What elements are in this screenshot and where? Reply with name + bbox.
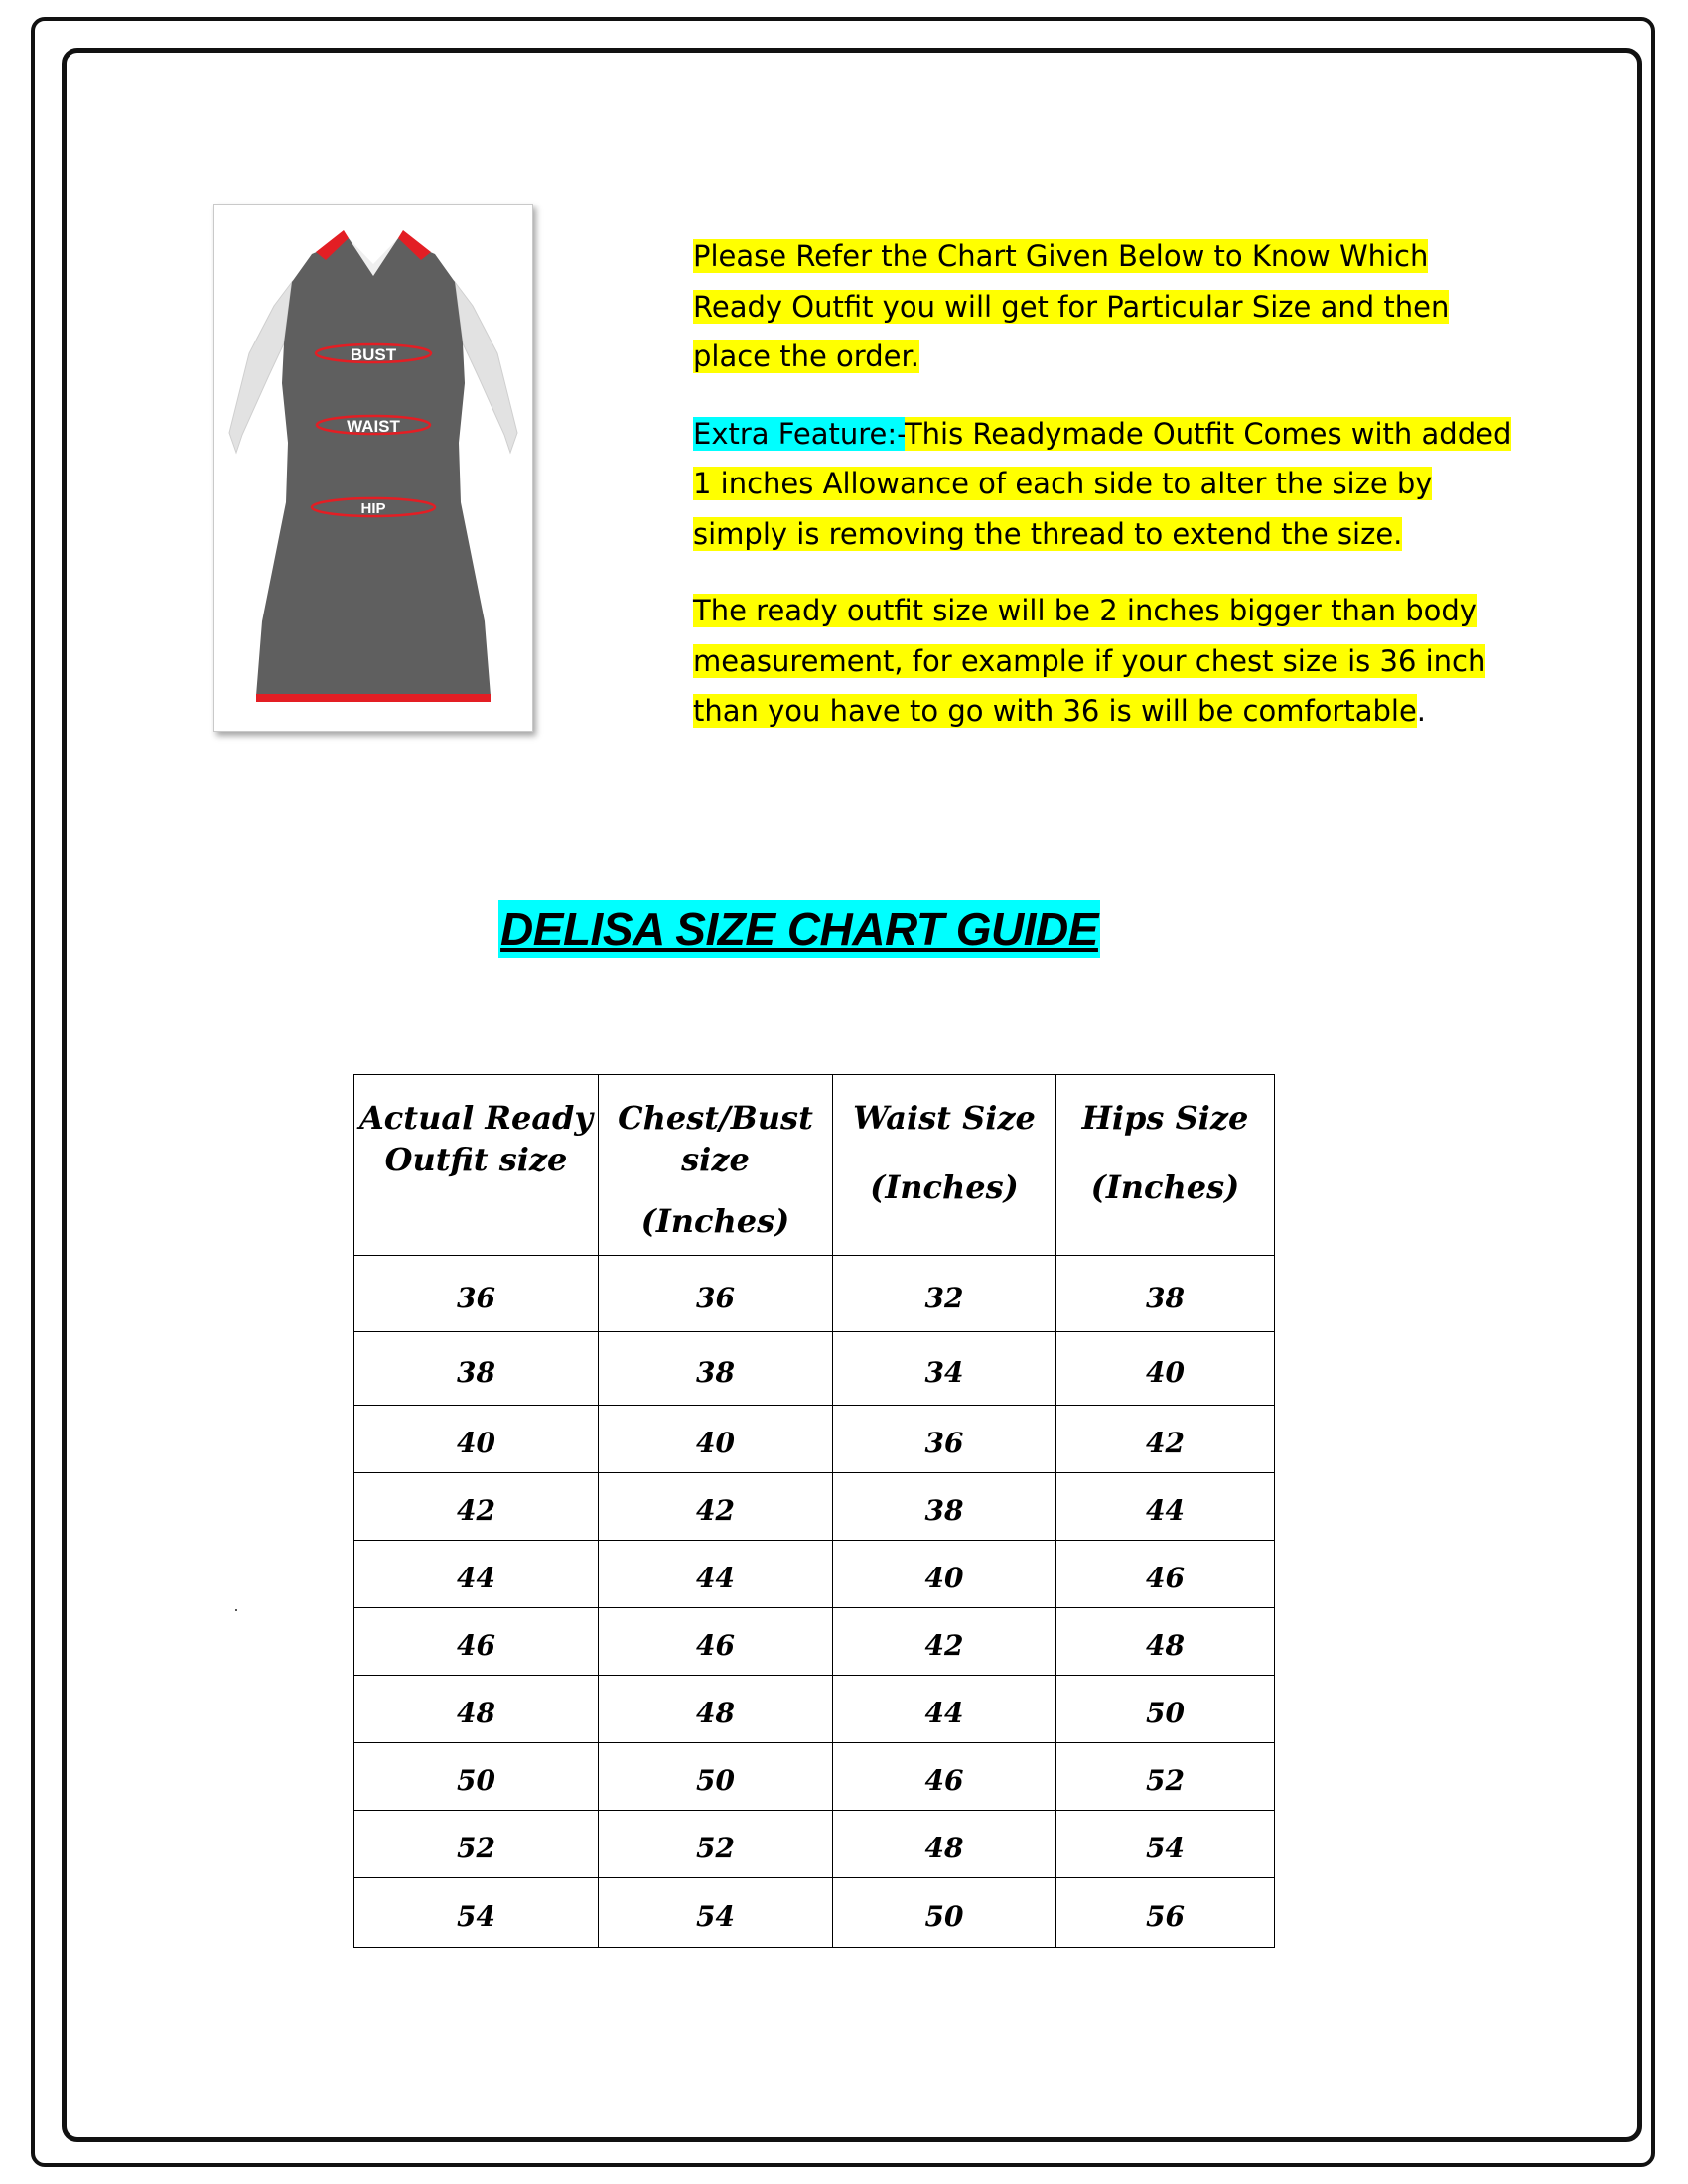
header-waist: Waist Size (Inches) (833, 1075, 1056, 1256)
table-row: 36 36 32 38 (354, 1256, 1275, 1332)
table-row: 42 42 38 44 (354, 1473, 1275, 1541)
hem-band (256, 694, 491, 702)
table-row: 50 50 46 52 (354, 1743, 1275, 1811)
right-sleeve (455, 282, 517, 453)
table-row: 38 38 34 40 (354, 1332, 1275, 1406)
bust-label: BUST (350, 345, 397, 364)
kurta-measurement-figure (213, 204, 533, 732)
table-row: 54 54 50 56 (354, 1878, 1275, 1948)
page-title: DELISA SIZE CHART GUIDE (498, 900, 1100, 958)
hip-label: HIP (360, 500, 386, 517)
header-actual-size: Actual Ready Outfit size (354, 1075, 599, 1256)
kurta-icon (214, 205, 532, 731)
extra-feature-label: Extra Feature:- (693, 416, 905, 451)
waist-label: WAIST (347, 417, 400, 436)
kurta-body (256, 238, 491, 696)
size-chart-table (353, 1074, 1275, 1948)
table-row: 44 44 40 46 (354, 1541, 1275, 1608)
instruction-paragraph-2: Extra Feature:-This Readymade Outfit Comes with added 1 inches Allowance of each side to alter the size by simply is removing the thread to extend the size. (693, 416, 1512, 551)
instruction-paragraph-1: Please Refer the Chart Given Below to Know Which Ready Outfit you will get for Particular Size and then place the order. (693, 239, 1450, 373)
instruction-paragraph-3: The ready outfit size will be 2 inches bigger than body measurement, for example if your chest size is 36 inch than you have to go with 36 is will be comfortable. (693, 594, 1486, 728)
table-row: 40 40 36 42 (354, 1406, 1275, 1473)
table-row: 52 52 48 54 (354, 1811, 1275, 1878)
header-hips: Hips Size (Inches) (1056, 1075, 1275, 1256)
title-container (0, 900, 1599, 958)
stray-dot (235, 1609, 237, 1611)
table-row: 48 48 44 50 (354, 1676, 1275, 1743)
table-row: 46 46 42 48 (354, 1608, 1275, 1676)
instructions-block (693, 231, 1517, 763)
left-sleeve (229, 282, 292, 453)
table-header-row (354, 1075, 1275, 1256)
header-chest-bust: Chest/Bust size (Inches) (599, 1075, 833, 1256)
